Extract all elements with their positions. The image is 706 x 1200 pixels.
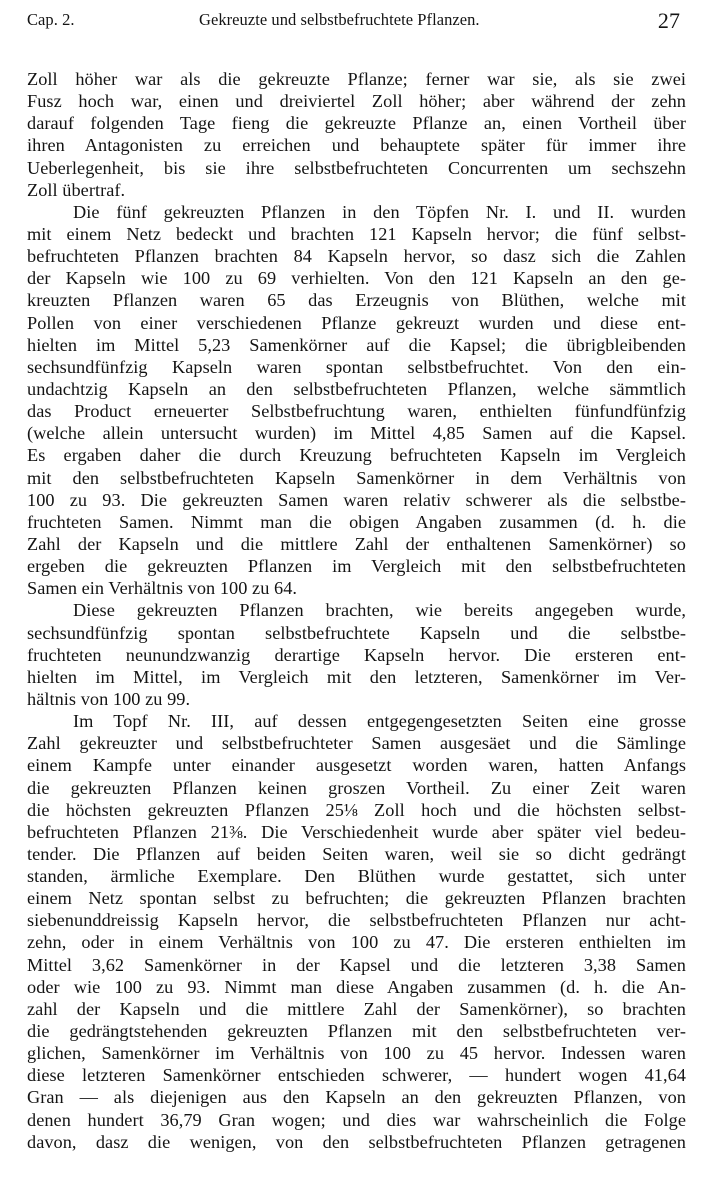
text-line: Gran — als diejenigen aus den Kapseln an den gekreuzten Pflanzen, von xyxy=(27,1087,686,1108)
paragraph xyxy=(27,710,686,1153)
text-line: tender. Die Pflanzen auf beiden Seiten waren, weil sie so dicht gedrängt xyxy=(27,843,686,864)
text-line: Zahl der Kapseln und die mittlere Zahl der enthaltenen Samenkörner) so xyxy=(27,533,686,554)
paragraph xyxy=(27,201,686,600)
text-line: mit einem Netz bedeckt und brachten 121 Kapseln hervor; die fünf selbst- xyxy=(27,223,686,244)
text-line: fruchteten Samen. Nimmt man die obigen Angaben zusammen (d. h. die xyxy=(27,511,686,532)
text-line: hielten im Mittel, im Vergleich mit den letzteren, Samenkörner im Ver- xyxy=(27,666,686,687)
text-line: Pollen von einer verschiedenen Pflanze gekreuzt wurden und diese ent- xyxy=(27,312,686,333)
text-line: zahl der Kapseln und die mittlere Zahl der Samenkörner), so brachten xyxy=(27,998,686,1019)
text-line: oder wie 100 zu 93. Nimmt man diese Angaben zusammen (d. h. die An- xyxy=(27,976,686,997)
text-line: Im Topf Nr. III, auf dessen entgegengesetzten Seiten eine grosse xyxy=(73,711,686,732)
text-line: sechsundfünfzig spontan selbstbefruchtete Kapseln und die selbstbe- xyxy=(27,622,686,643)
text-line: glichen, Samenkörner im Verhältnis von 100 zu 45 hervor. Indessen waren xyxy=(27,1043,686,1064)
text-line: befruchteten Pflanzen 21⅜. Die Verschiedenheit wurde aber später viel bedeu- xyxy=(27,821,686,842)
text-line: denen hundert 36,79 Gran wogen; und dies war wahrscheinlich die Folge xyxy=(27,1109,686,1130)
paragraph xyxy=(27,599,686,710)
text-line: fruchteten neunundzwanzig derartige Kapseln hervor. Die ersteren ent- xyxy=(27,644,686,665)
text-line: ihren Antagonisten zu erreichen und behauptete später für immer ihre xyxy=(27,135,686,156)
text-line: darauf folgenden Tage fieng die gekreuzte Pflanze an, einen Vortheil über xyxy=(27,113,686,134)
text-line: hältnis von 100 zu 99. xyxy=(27,688,191,709)
text-line: die gekreuzten Pflanzen keinen groszen Vortheil. Zu einer Zeit waren xyxy=(27,777,686,798)
text-line: einem Netz spontan selbst zu befruchten; die gekreuzten Pflanzen brachten xyxy=(27,888,686,909)
text-line: Samen ein Verhältnis von 100 zu 64. xyxy=(27,578,298,599)
text-line: siebenunddreissig Kapseln hervor, die selbstbefruchteten Pflanzen nur acht- xyxy=(27,910,686,931)
text-line: Ueberlegenheit, bis sie ihre selbstbefruchteten Concurrenten um sechszehn xyxy=(27,157,686,178)
chapter-label: Cap. 2. xyxy=(27,10,75,29)
text-line: (welche allein untersucht wurden) im Mittel 4,85 Samen auf die Kapsel. xyxy=(27,423,686,444)
text-line: hielten im Mittel 5,23 Samenkörner auf die Kapsel; die übrigbleibenden xyxy=(27,334,686,355)
body-text xyxy=(27,68,686,1153)
text-line: Es ergaben daher die durch Kreuzung befruchteten Kapseln im Vergleich xyxy=(27,445,686,466)
text-line: Mittel 3,62 Samenkörner in der Kapsel und die letzteren 3,38 Samen xyxy=(27,954,686,975)
text-line: standen, ärmliche Exemplare. Den Blüthen wurde gestattet, sich unter xyxy=(27,866,686,887)
running-title: Gekreuzte und selbstbefruchtete Pflanzen. xyxy=(199,10,480,29)
text-line: das Product erneuerter Selbstbefruchtung waren, enthielten fünfundfünfzig xyxy=(27,401,686,422)
text-line: mit den selbstbefruchteten Kapseln Samenkörner in dem Verhältnis von xyxy=(27,467,686,488)
text-line: Diese gekreuzten Pflanzen brachten, wie bereits angegeben wurde, xyxy=(73,600,686,621)
text-line: Zoll übertraf. xyxy=(27,179,126,200)
text-line: Zahl gekreuzter und selbstbefruchteter Samen ausgesäet und die Sämlinge xyxy=(27,733,686,754)
text-line: die höchsten gekreuzten Pflanzen 25⅛ Zoll hoch und die höchsten selbst- xyxy=(27,799,686,820)
text-line: Fusz hoch war, einen und dreiviertel Zoll höher; aber während der zehn xyxy=(27,91,686,112)
text-line: Zoll höher war als die gekreuzte Pflanze; ferner war sie, als sie zwei xyxy=(27,69,686,89)
text-line: befruchteten Pflanzen brachten 84 Kapseln hervor, so dasz sich die Zahlen xyxy=(27,246,686,267)
page-number: 27 xyxy=(657,8,680,33)
text-line: zehn, oder in einem Verhältnis von 100 zu 47. Die ersteren enthielten im xyxy=(27,932,686,953)
text-line: davon, dasz die wenigen, von den selbstbefruchteten Pflanzen getragenen xyxy=(27,1131,686,1152)
text-line: die gedrängtstehenden gekreuzten Pflanzen mit den selbstbefruchteten ver- xyxy=(27,1021,686,1042)
text-line: undachtzig Kapseln an den selbstbefruchteten Pflanzen, welche sämmtlich xyxy=(27,378,686,399)
paragraph xyxy=(27,68,686,201)
text-line: einem Kampfe unter einander ausgesetzt worden waren, hatten Anfangs xyxy=(27,755,686,776)
text-line: diese letzteren Samenkörner entschieden schwerer, — hundert wogen 41,64 xyxy=(27,1065,686,1086)
text-line: der Kapseln wie 100 zu 69 verhielten. Von den 121 Kapseln an den ge- xyxy=(27,268,686,289)
text-line: sechsundfünfzig Kapseln waren spontan selbstbefruchtet. Von den ein- xyxy=(27,356,686,377)
text-line: ergeben die gekreuzten Pflanzen im Vergleich mit den selbstbefruchteten xyxy=(27,556,686,577)
running-header xyxy=(27,10,686,42)
text-line: 100 zu 93. Die gekreuzten Samen waren relativ schwerer als die selbstbe- xyxy=(27,489,686,510)
text-line: kreuzten Pflanzen waren 65 das Erzeugnis von Blüthen, welche mit xyxy=(27,290,686,311)
text-line: Die fünf gekreuzten Pflanzen in den Töpfen Nr. I. und II. wurden xyxy=(73,201,686,222)
